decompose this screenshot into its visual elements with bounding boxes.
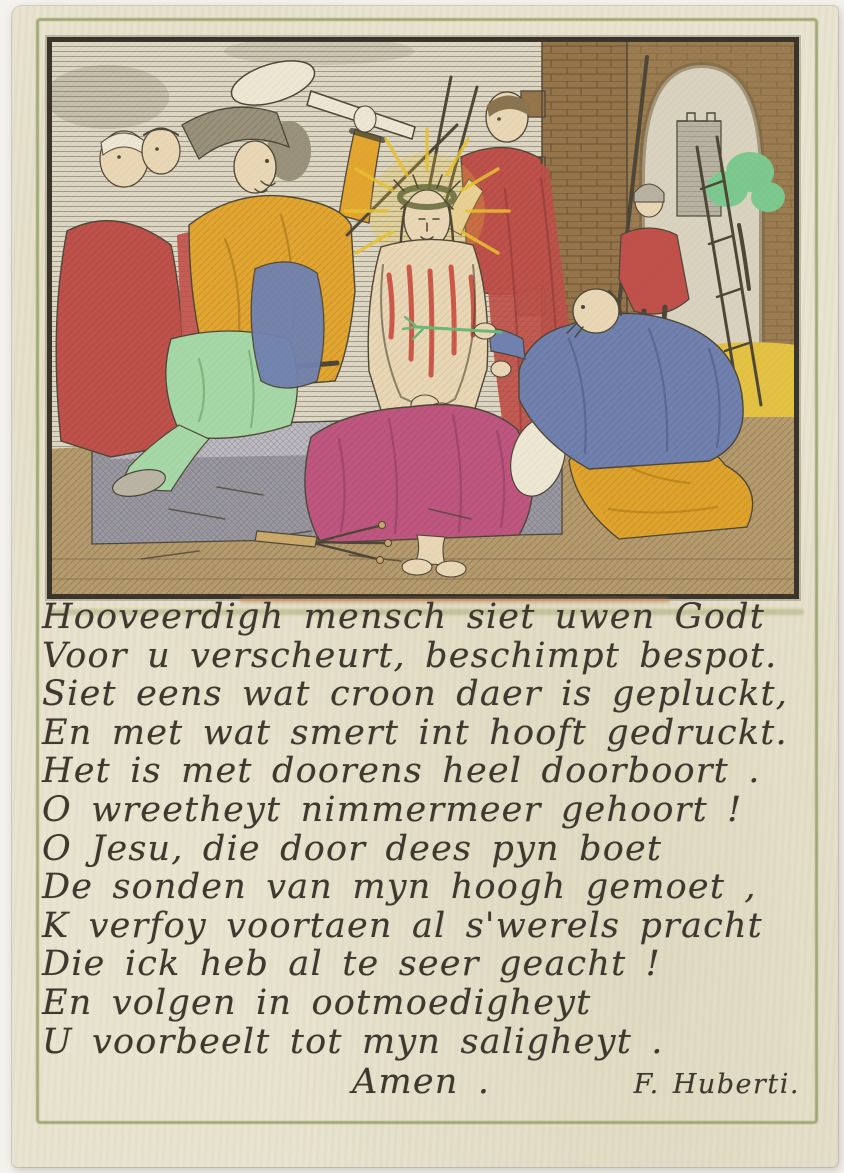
print-card	[12, 6, 838, 1167]
amen-line: Amen .	[352, 1062, 491, 1103]
poem-line: K verfoy voortaen al s'werels pracht	[42, 905, 763, 946]
poem-line: U voorbeelt tot myn saligheyt .	[42, 1021, 664, 1062]
poem-line: Hooveerdigh mensch siet uwen Godt	[42, 597, 765, 637]
artist-signature: F. Huberti.	[633, 1069, 800, 1101]
poem-line: De sonden van myn hoogh gemoet ,	[42, 867, 757, 908]
poem-line: O wreetheyt nimmermeer gehoort !	[42, 789, 743, 830]
etch-overlay	[49, 39, 797, 597]
poem-line: Voor u verscheurt, beschimpt bespot.	[42, 635, 778, 676]
poem-block	[42, 598, 818, 1105]
poem-line: Die ick heb al te seer geacht !	[42, 944, 661, 985]
poem-line: O Jesu, die door dees pyn boet	[42, 828, 663, 869]
poem-line: En met wat smert int hooft gedruckt.	[42, 712, 788, 753]
poem-line: En volgen in ootmoedigheyt	[42, 982, 592, 1023]
engraving-frame	[47, 37, 799, 599]
engraving-illustration	[49, 39, 797, 597]
poem-line: Het is met doorens heel doorboort .	[42, 751, 761, 792]
poem-line: Siet eens wat croon daer is gepluckt,	[42, 674, 789, 715]
